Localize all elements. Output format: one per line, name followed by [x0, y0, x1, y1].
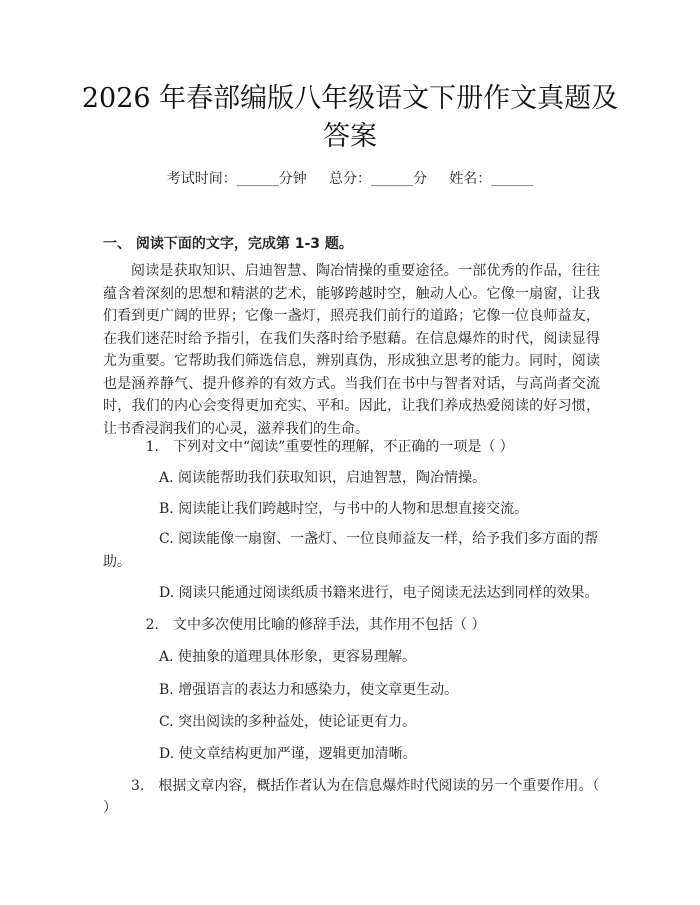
option-2d: [103, 742, 600, 766]
option-2b: [103, 678, 600, 702]
question-number: 3.: [131, 778, 145, 794]
question-1: [103, 436, 600, 459]
option-text: D. 阅读只能通过阅读纸质书籍来进行，电子阅读无法达到同样的效果。: [159, 585, 599, 601]
question-2: [103, 614, 600, 637]
question-number: 2.: [145, 617, 159, 633]
option-text: B. 增强语言的表达力和感染力，使文章更生动。: [159, 682, 459, 698]
exam-meta-line: 考试时间：______分钟 总分：______分 姓名：______: [166, 171, 534, 187]
option-text: C. 阅读能像一扇窗、一盏灯、一位良师益友一样，给予我们多方面的帮助。: [103, 531, 599, 570]
question-text: 根据文章内容，概括作者认为在信息爆炸时代阅读的另一个重要作用。（ ）: [103, 778, 600, 816]
option-1a: [103, 466, 600, 490]
option-1d: [103, 581, 600, 605]
option-2a: [103, 645, 600, 669]
question-text: 文中多次使用比喻的修辞手法，其作用不包括（ ）: [173, 617, 486, 633]
option-text: A. 使抽象的道理具体形象，更容易理解。: [159, 649, 417, 665]
option-1c: [103, 528, 600, 574]
document-title: 2026 年春部编版八年级语文下册作文真题及答案: [81, 83, 619, 152]
question-number: 1.: [145, 439, 159, 455]
question-3: [103, 775, 600, 819]
option-text: B. 阅读能让我们跨越时空，与书中的人物和思想直接交流。: [159, 501, 529, 517]
question-text: 下列对文中“阅读”重要性的理解，不正确的一项是（ ）: [173, 439, 514, 455]
option-2c: [103, 710, 600, 734]
option-text: C. 突出阅读的多种益处，使论证更有力。: [159, 714, 417, 730]
option-text: D. 使文章结构更加严谨，逻辑更加清晰。: [159, 746, 417, 762]
reading-passage: 阅读是获取知识、启迪智慧、陶冶情操的重要途径。一部优秀的作品，往往蕴含着深刻的思想和精湛的艺术，能够跨越时空，触动人心。它像一扇窗，让我们看到更广阔的世界；它像一盏灯，照亮我们前行的道路；它像一位良师益友，在我们迷茫时给予指引，在我们失落时给予慰藉。在信息爆炸的时代，阅读显得尤为重要。它帮助我们筛选信息，辨别真伪，形成独立思考的能力。同时，阅读也是涵养静气、提升修养的有效方式。当我们在书中与智者对话，与高尚者交流时，我们的内心会变得更加充实、平和。因此，让我们养成热爱阅读的好习惯，让书香浸润我们的心灵，滋养我们的生命。: [103, 263, 600, 437]
section-heading: 一、 阅读下面的文字，完成第 1-3 题。: [103, 236, 353, 252]
option-text: A. 阅读能帮助我们获取知识，启迪智慧，陶冶情操。: [159, 470, 487, 486]
option-1b: [103, 497, 600, 521]
